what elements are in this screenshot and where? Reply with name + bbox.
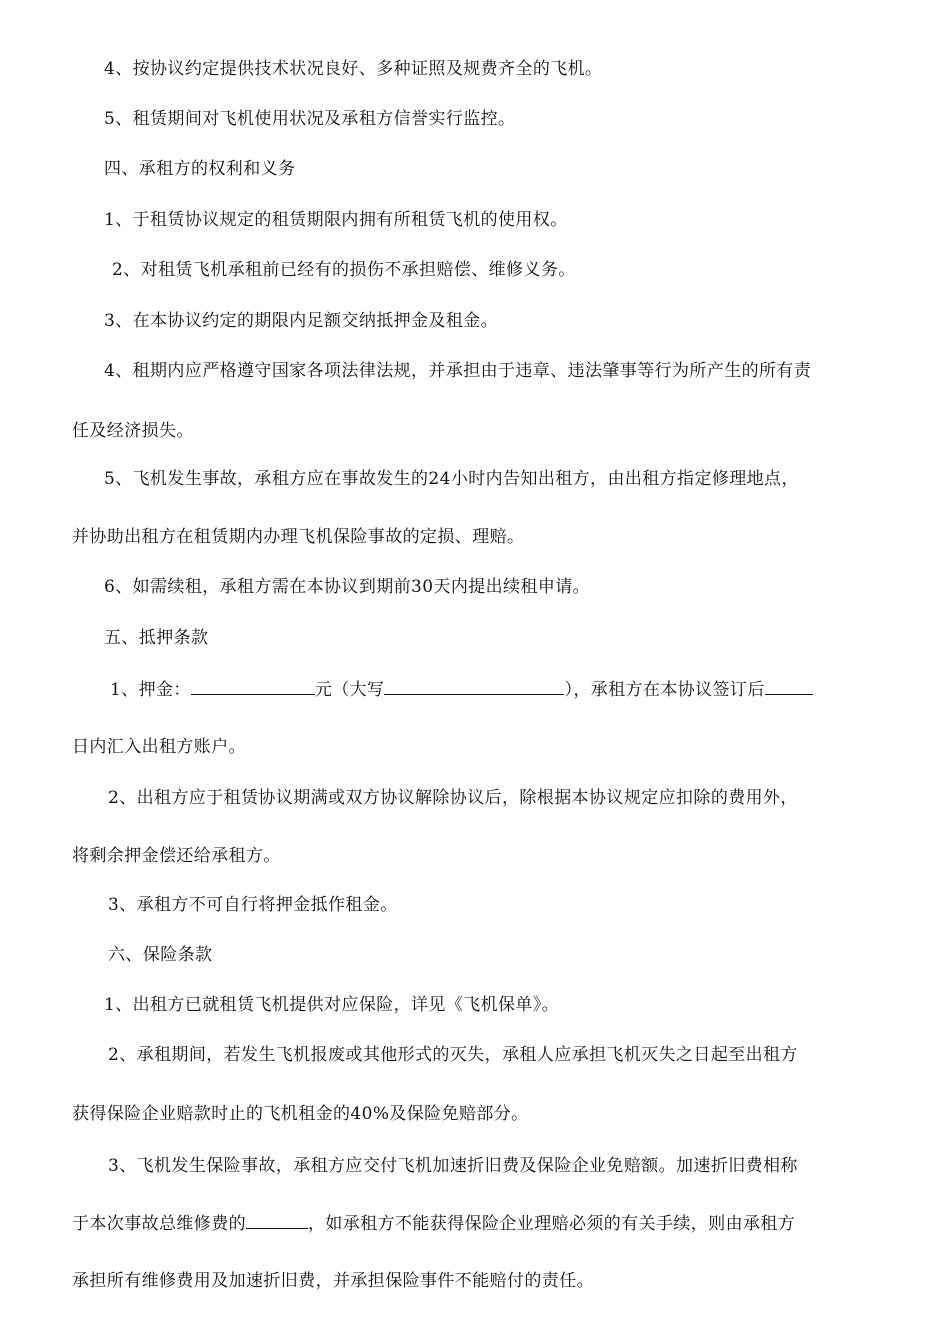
section-5-heading: 五、抵押条款 [104,628,209,648]
section-5-item-1-line-2: 日内汇入出租方账户。 [72,737,246,757]
section-4-heading: 四、承租方的权利和义务 [104,159,296,179]
deposit-terms-text: ），承租方在本协议签订后 [564,680,765,700]
section-6-item-3-line-2 [72,1212,795,1235]
repair-fee-prefix: 于本次事故总维修费的 [72,1214,246,1234]
section-4-item-2: 2、对租赁飞机承租前已经有的损伤不承担赔偿、维修义务。 [112,260,576,280]
section-6-heading: 六、保险条款 [108,945,213,965]
deposit-label: 1、押金： [110,680,191,700]
section-4-item-3: 3、在本协议约定的期限内足额交纳抵押金及租金。 [104,311,499,331]
lessor-item-4: 4、按协议约定提供技术状况良好、多种证照及规费齐全的飞机。 [104,59,603,79]
section-6-item-3-line-3: 承担所有维修费用及加速折旧费，并承担保险事件不能赔付的责任。 [72,1271,594,1291]
repair-fee-suffix: ，如承租方不能获得保险企业理赔必须的有关手续，则由承租方 [308,1214,796,1234]
lessor-item-5: 5、租赁期间对飞机使用状况及承租方信誉实行监控。 [104,109,516,129]
section-6-item-3-line-1: 3、飞机发生保险事故，承租方应交付飞机加速折旧费及保险企业免赔额。加速折旧费相称 [108,1156,798,1176]
section-4-item-4-line-2: 任及经济损失。 [72,421,194,441]
section-6-item-2-line-2: 获得保险企业赔款时止的飞机租金的40%及保险免赔部分。 [72,1104,529,1124]
section-4-item-5-line-2: 并协助出租方在租赁期内办理飞机保险事故的定损、理赔。 [72,527,525,547]
section-4-item-1: 1、于租赁协议规定的租赁期限内拥有所租赁飞机的使用权。 [104,210,568,230]
section-4-item-6: 6、如需续租，承租方需在本协议到期前30天内提出续租申请。 [104,577,591,597]
section-5-item-2-line-2: 将剩余押金偿还给承租方。 [72,846,281,866]
section-6-item-1: 1、出租方已就租赁飞机提供对应保险，详见《飞机保单》。 [104,995,560,1015]
deposit-unit-label: 元（大写 [314,680,385,700]
section-4-item-5-line-1: 5、飞机发生事故，承租方应在事故发生的24小时内告知出租方，由出租方指定修理地点， [104,469,799,489]
deposit-amount-blank[interactable] [191,678,315,695]
deposit-days-blank[interactable] [765,678,813,695]
deposit-uppercase-blank[interactable] [384,678,564,695]
repair-fee-percentage-blank[interactable] [246,1212,308,1229]
section-6-item-2-line-1: 2、承租期间，若发生飞机报废或其他形式的灭失，承租人应承担飞机灭失之日起至出租方 [108,1045,798,1065]
section-5-item-1-line-1 [110,678,813,701]
section-5-item-3: 3、承租方不可自行将押金抵作租金。 [108,895,398,915]
section-5-item-2-line-1: 2、出租方应于租赁协议期满或双方协议解除协议后，除根据本协议规定应扣除的费用外， [108,788,798,808]
section-4-item-4-line-1: 4、租期内应严格遵守国家各项法律法规，并承担由于违章、违法肇事等行为所产生的所有责 [104,361,812,381]
